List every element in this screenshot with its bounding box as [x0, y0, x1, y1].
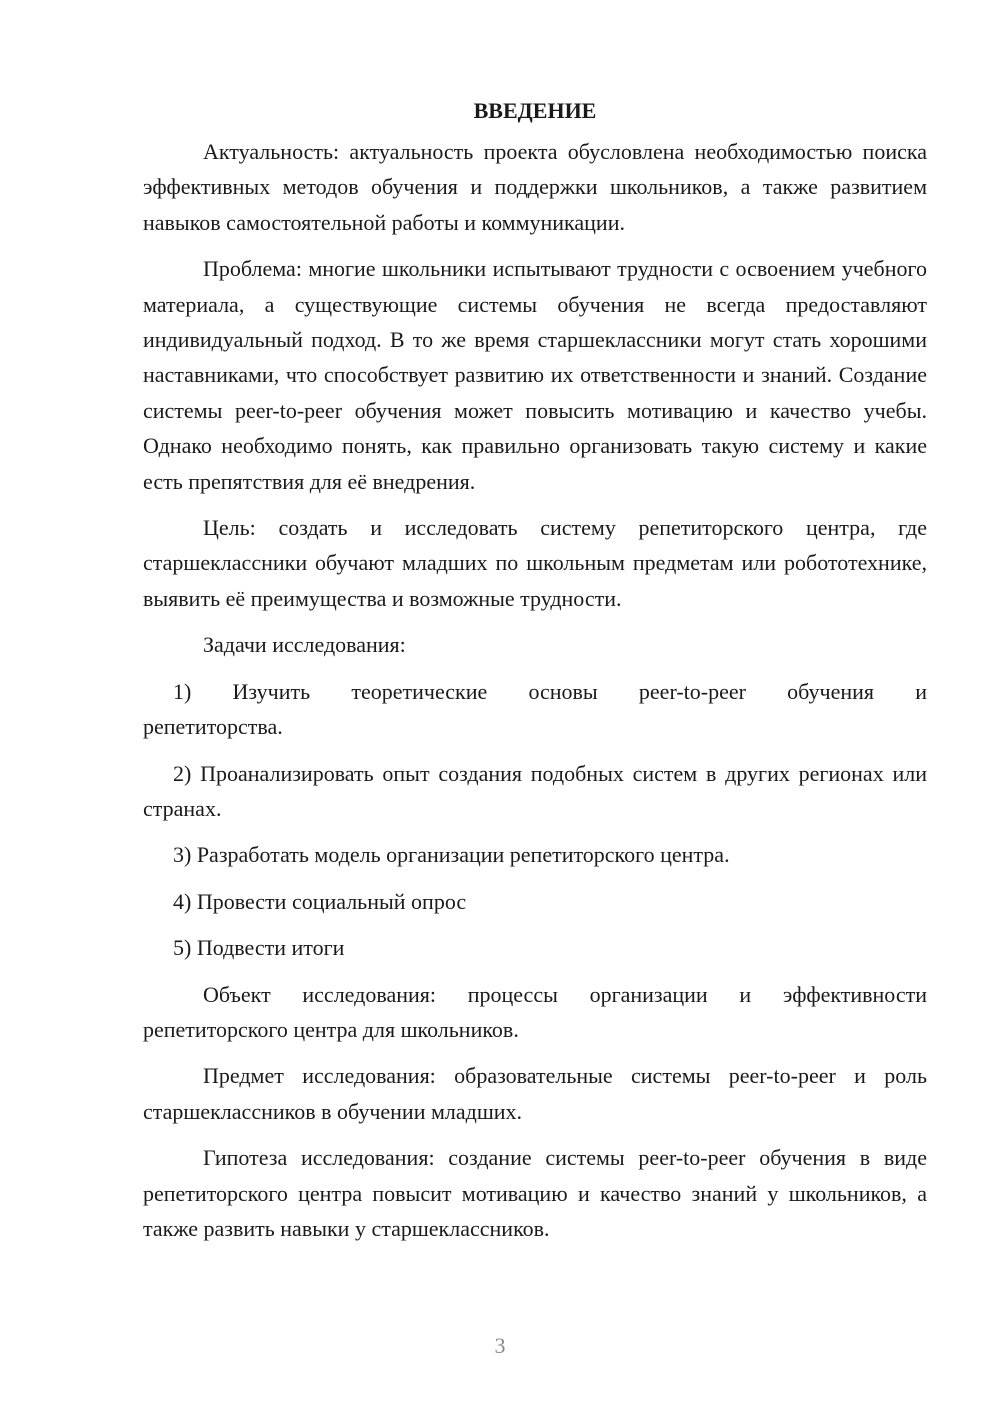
page-content	[143, 94, 927, 1257]
paragraph-object: Объект исследования: процессы организации и эффективности репетиторского центра для школьников.	[143, 981, 927, 1042]
page-title: ВВЕДЕНИЕ	[473, 98, 597, 123]
task-item-1	[143, 674, 927, 709]
paragraph-relevance: Актуальность: актуальность проекта обусловлена необходимостью поиска эффективных методов обучения и поддержки школьников, а также развитием навыков самостоятельной работы и коммуникации.	[143, 139, 927, 235]
task-item-2: 2) Проанализировать опыт создания подобных систем в других регионах или странах.	[143, 760, 927, 821]
paragraph-hypothesis: Гипотеза исследования: создание системы peer-to-peer обучения в виде репетиторского центра повысит мотивацию и качество знаний у школьников, а также развить навыки у старшеклассников.	[143, 1145, 927, 1241]
task-item-1-continuation: репетиторства.	[143, 714, 283, 740]
task-item-3: 3) Разработать модель организации репетиторского центра.	[173, 842, 730, 868]
page-number: 3	[494, 1333, 506, 1358]
task-item-4: 4) Провести социальный опрос	[173, 888, 467, 914]
task-item-1-line-1: 1) Изучить теоретические основы peer-to-peer обучения и	[173, 678, 927, 704]
paragraph-subject: Предмет исследования: образовательные системы peer-to-peer и роль старшеклассников в обучении младших.	[143, 1063, 927, 1124]
paragraph-goal: Цель: создать и исследовать систему репетиторского центра, где старшеклассники обучают младших по школьным предметам или робототехнике, выявить её преимущества и возможные трудности.	[143, 515, 927, 611]
tasks-heading: Задачи исследования:	[203, 632, 406, 658]
task-item-5: 5) Подвести итоги	[173, 935, 345, 961]
paragraph-problem: Проблема: многие школьники испытывают трудности с освоением учебного материала, а существующие системы обучения не всегда предоставляют индивидуальный подход. В то же время старшеклассники могут стать хорошими наставниками, что способствует развитию их ответственности и знаний. Создание системы peer-to-peer обучения может повысить мотивацию и качество учебы. Однако необходимо понять, как правильно организовать такую систему и какие есть препятствия для её внедрения.	[143, 256, 927, 494]
